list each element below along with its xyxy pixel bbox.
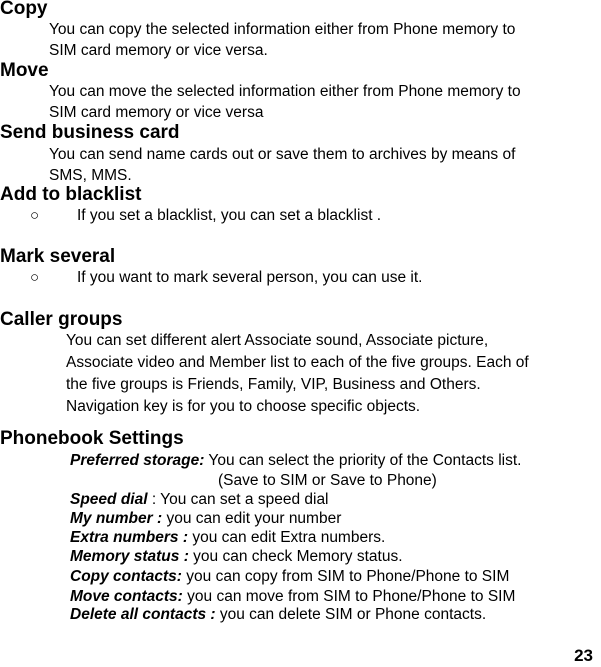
move-description [49,81,521,123]
setting-text: : You can set a speed dial [147,491,329,508]
setting-label: Move contacts: [70,588,183,605]
setting-label: Preferred storage: [70,452,205,469]
heading-add-to-blacklist: Add to blacklist [0,184,142,205]
setting-extra-numbers [70,528,385,547]
caller-groups-line-1: You can set different alert Associate sound, Associate picture, [66,332,489,349]
send-business-card-line-1: You can send name cards out or save them to archives by means of [49,146,516,163]
caller-groups-line-2: Associate video and Member list to each of the five groups. Each of [66,354,529,371]
copy-line-1: You can copy the selected information either from Phone memory to [49,21,516,38]
add-to-blacklist-text: If you set a blacklist, you can set a blacklist . [77,207,382,224]
move-line-1: You can move the selected information either from Phone memory to [49,83,521,100]
heading-send-business-card: Send business card [0,122,180,143]
setting-text: you can move from SIM to Phone/Phone to SIM [182,588,516,605]
caller-groups-description [66,330,529,418]
heading-copy: Copy [0,0,48,19]
setting-label: Delete all contacts : [70,606,216,623]
setting-label: My number : [70,510,163,527]
setting-preferred-storage-note: (Save to SIM or Save to Phone) [218,472,437,489]
setting-memory-status [70,547,403,566]
setting-text: you can edit Extra numbers. [188,529,386,546]
caller-groups-line-3: the five groups is Friends, Family, VIP, Business and Others. [66,376,481,393]
bullet-circle-icon: ○ [30,207,40,224]
setting-text: you can check Memory status. [188,548,403,565]
setting-my-number [70,509,341,528]
heading-move: Move [0,60,49,81]
setting-delete-all-contacts [70,605,486,624]
setting-text: you can delete SIM or Phone contacts. [215,606,487,623]
page-number: 23 [574,646,593,665]
setting-text: you can edit your number [162,510,342,527]
setting-label: Memory status : [70,548,189,565]
setting-label: Speed dial [70,491,148,508]
setting-label: Extra numbers : [70,529,189,546]
send-business-card-line-2: SMS, MMS. [49,167,132,184]
send-business-card-description [49,144,515,186]
bullet-circle-icon: ○ [30,269,40,286]
mark-several-text: If you want to mark several person, you can use it. [77,269,423,286]
heading-mark-several: Mark several [0,246,116,267]
heading-caller-groups: Caller groups [0,309,123,330]
caller-groups-line-4: Navigation key is for you to choose specific objects. [66,398,421,415]
heading-phonebook-settings: Phonebook Settings [0,428,184,449]
copy-line-2: SIM card memory or vice versa. [49,42,268,59]
setting-text: You can select the priority of the Contacts list. [204,452,522,469]
setting-text: you can copy from SIM to Phone/Phone to SIM [181,568,510,585]
move-line-2: SIM card memory or vice versa [49,104,264,121]
copy-description [49,19,515,61]
setting-preferred-storage [70,451,521,470]
setting-copy-contacts [70,567,509,586]
setting-move-contacts [70,587,515,606]
setting-speed-dial [70,490,329,509]
setting-label: Copy contacts: [70,568,182,585]
